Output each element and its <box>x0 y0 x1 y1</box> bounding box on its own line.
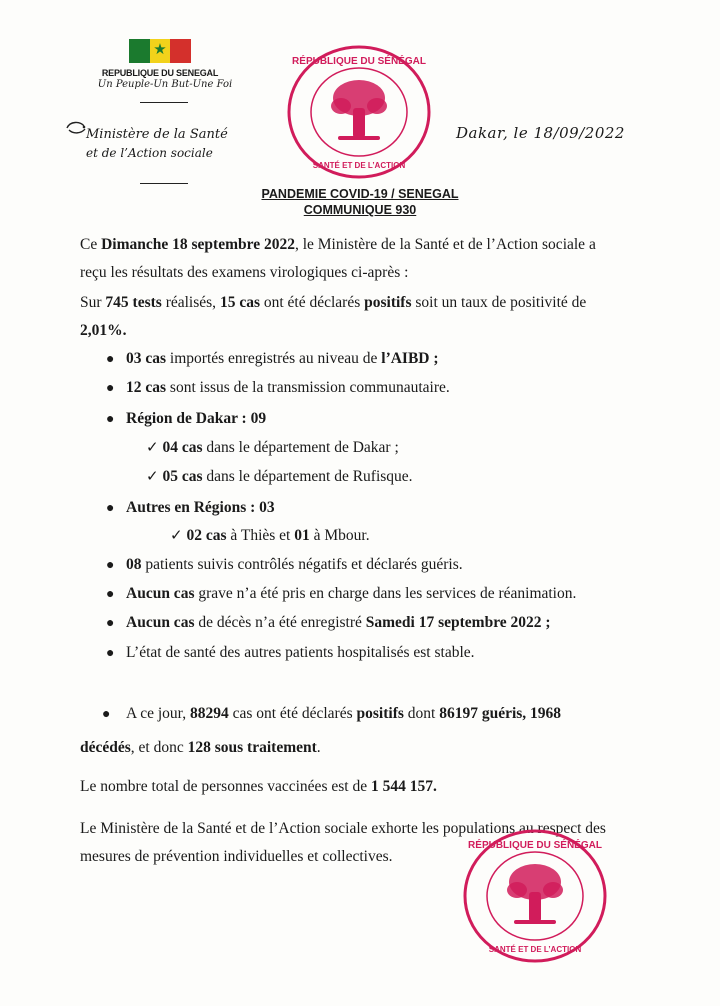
vaccination-line: Le nombre total de personnes vaccinées est de 1 544 157. <box>80 778 437 795</box>
ministry-seal-stamp-bottom <box>462 828 608 964</box>
caduceus-icon <box>64 118 88 138</box>
svg-text:SANTÉ ET DE L’ACTION: SANTÉ ET DE L’ACTION <box>488 945 582 954</box>
ministry-divider <box>140 183 188 184</box>
checkmark-icon: ✓ <box>170 528 183 544</box>
ministry-name-line2: et de l’Action sociale <box>86 146 213 160</box>
bullet-icon: ● <box>106 558 115 573</box>
document-title: PANDEMIE COVID-19 / SENEGAL <box>261 187 459 201</box>
header-divider <box>140 102 188 103</box>
bullet-icon: ● <box>106 412 115 427</box>
list-item-deaths: Aucun cas de décès n’a été enregistré Samedi 17 septembre 2022 ; <box>126 614 551 631</box>
sub-item-rufisque-dept: ✓ 05 cas dans le département de Rufisque. <box>146 468 413 485</box>
ministry-seal-stamp <box>286 44 432 180</box>
list-item-severe: Aucun cas grave n’a été pris en charge dans les services de réanimation. <box>126 585 577 602</box>
totals-line2: décédés, et donc 128 sous traitement. <box>80 739 321 756</box>
list-item-community: 12 cas sont issus de la transmission communautaire. <box>126 379 450 396</box>
svg-text:RÉPUBLIQUE DU SÉNÉGAL: RÉPUBLIQUE DU SÉNÉGAL <box>292 56 426 67</box>
document-date: Dakar, le 18/09/2022 <box>456 124 625 142</box>
sub-item-thies-mbour: ✓ 02 cas à Thiès et 01 à Mbour. <box>170 527 370 544</box>
intro-paragraph: Ce Dimanche 18 septembre 2022, le Ministère de la Santé et de l’Action sociale a reçu les résultats des examens virologiques ci-après : <box>80 236 596 281</box>
senegal-flag <box>129 39 191 63</box>
checkmark-icon: ✓ <box>146 440 159 456</box>
bullet-icon: ● <box>106 352 115 367</box>
bullet-icon: ● <box>106 501 115 516</box>
closing-paragraph: Le Ministère de la Santé et de l’Action sociale exhorte les populations au respect des mesures de prévention individuelles et collectives. <box>80 820 606 865</box>
ministry-name-line1: Ministère de la Santé <box>86 127 228 142</box>
bullet-icon: ● <box>106 587 115 602</box>
list-item-stable: L’état de santé des autres patients hospitalisés est stable. <box>126 644 475 661</box>
sub-item-dakar-dept: ✓ 04 cas dans le département de Dakar ; <box>146 439 399 456</box>
totals-line1: A ce jour, 88294 cas ont été déclarés positifs dont 86197 guéris, 1968 <box>126 705 562 722</box>
bullet-icon: ● <box>102 707 111 722</box>
star-icon: ★ <box>153 42 167 59</box>
national-motto: Un Peuple-Un But-Une Foi <box>97 79 233 90</box>
bullet-icon: ● <box>106 381 115 396</box>
svg-text:RÉPUBLIQUE DU SÉNÉGAL: RÉPUBLIQUE DU SÉNÉGAL <box>468 840 602 851</box>
svg-text:SANTÉ ET DE L’ACTION: SANTÉ ET DE L’ACTION <box>312 161 406 170</box>
country-name: REPUBLIQUE DU SENEGAL <box>101 68 219 78</box>
list-item-imported: 03 cas importés enregistrés au niveau de l’AIBD ; <box>126 350 439 367</box>
tests-paragraph: Sur 745 tests réalisés, 15 cas ont été déclarés positifs soit un taux de positivité de 2,01%. <box>80 294 587 339</box>
bullet-icon: ● <box>106 646 115 661</box>
checkmark-icon: ✓ <box>146 469 159 485</box>
list-item-recovered: 08 patients suivis contrôlés négatifs et déclarés guéris. <box>126 556 463 573</box>
communique-number: COMMUNIQUE 930 <box>303 203 417 217</box>
bullet-icon: ● <box>106 616 115 631</box>
list-item-dakar-region: Région de Dakar : 09 <box>126 410 267 427</box>
list-item-other-regions: Autres en Régions : 03 <box>126 499 275 516</box>
